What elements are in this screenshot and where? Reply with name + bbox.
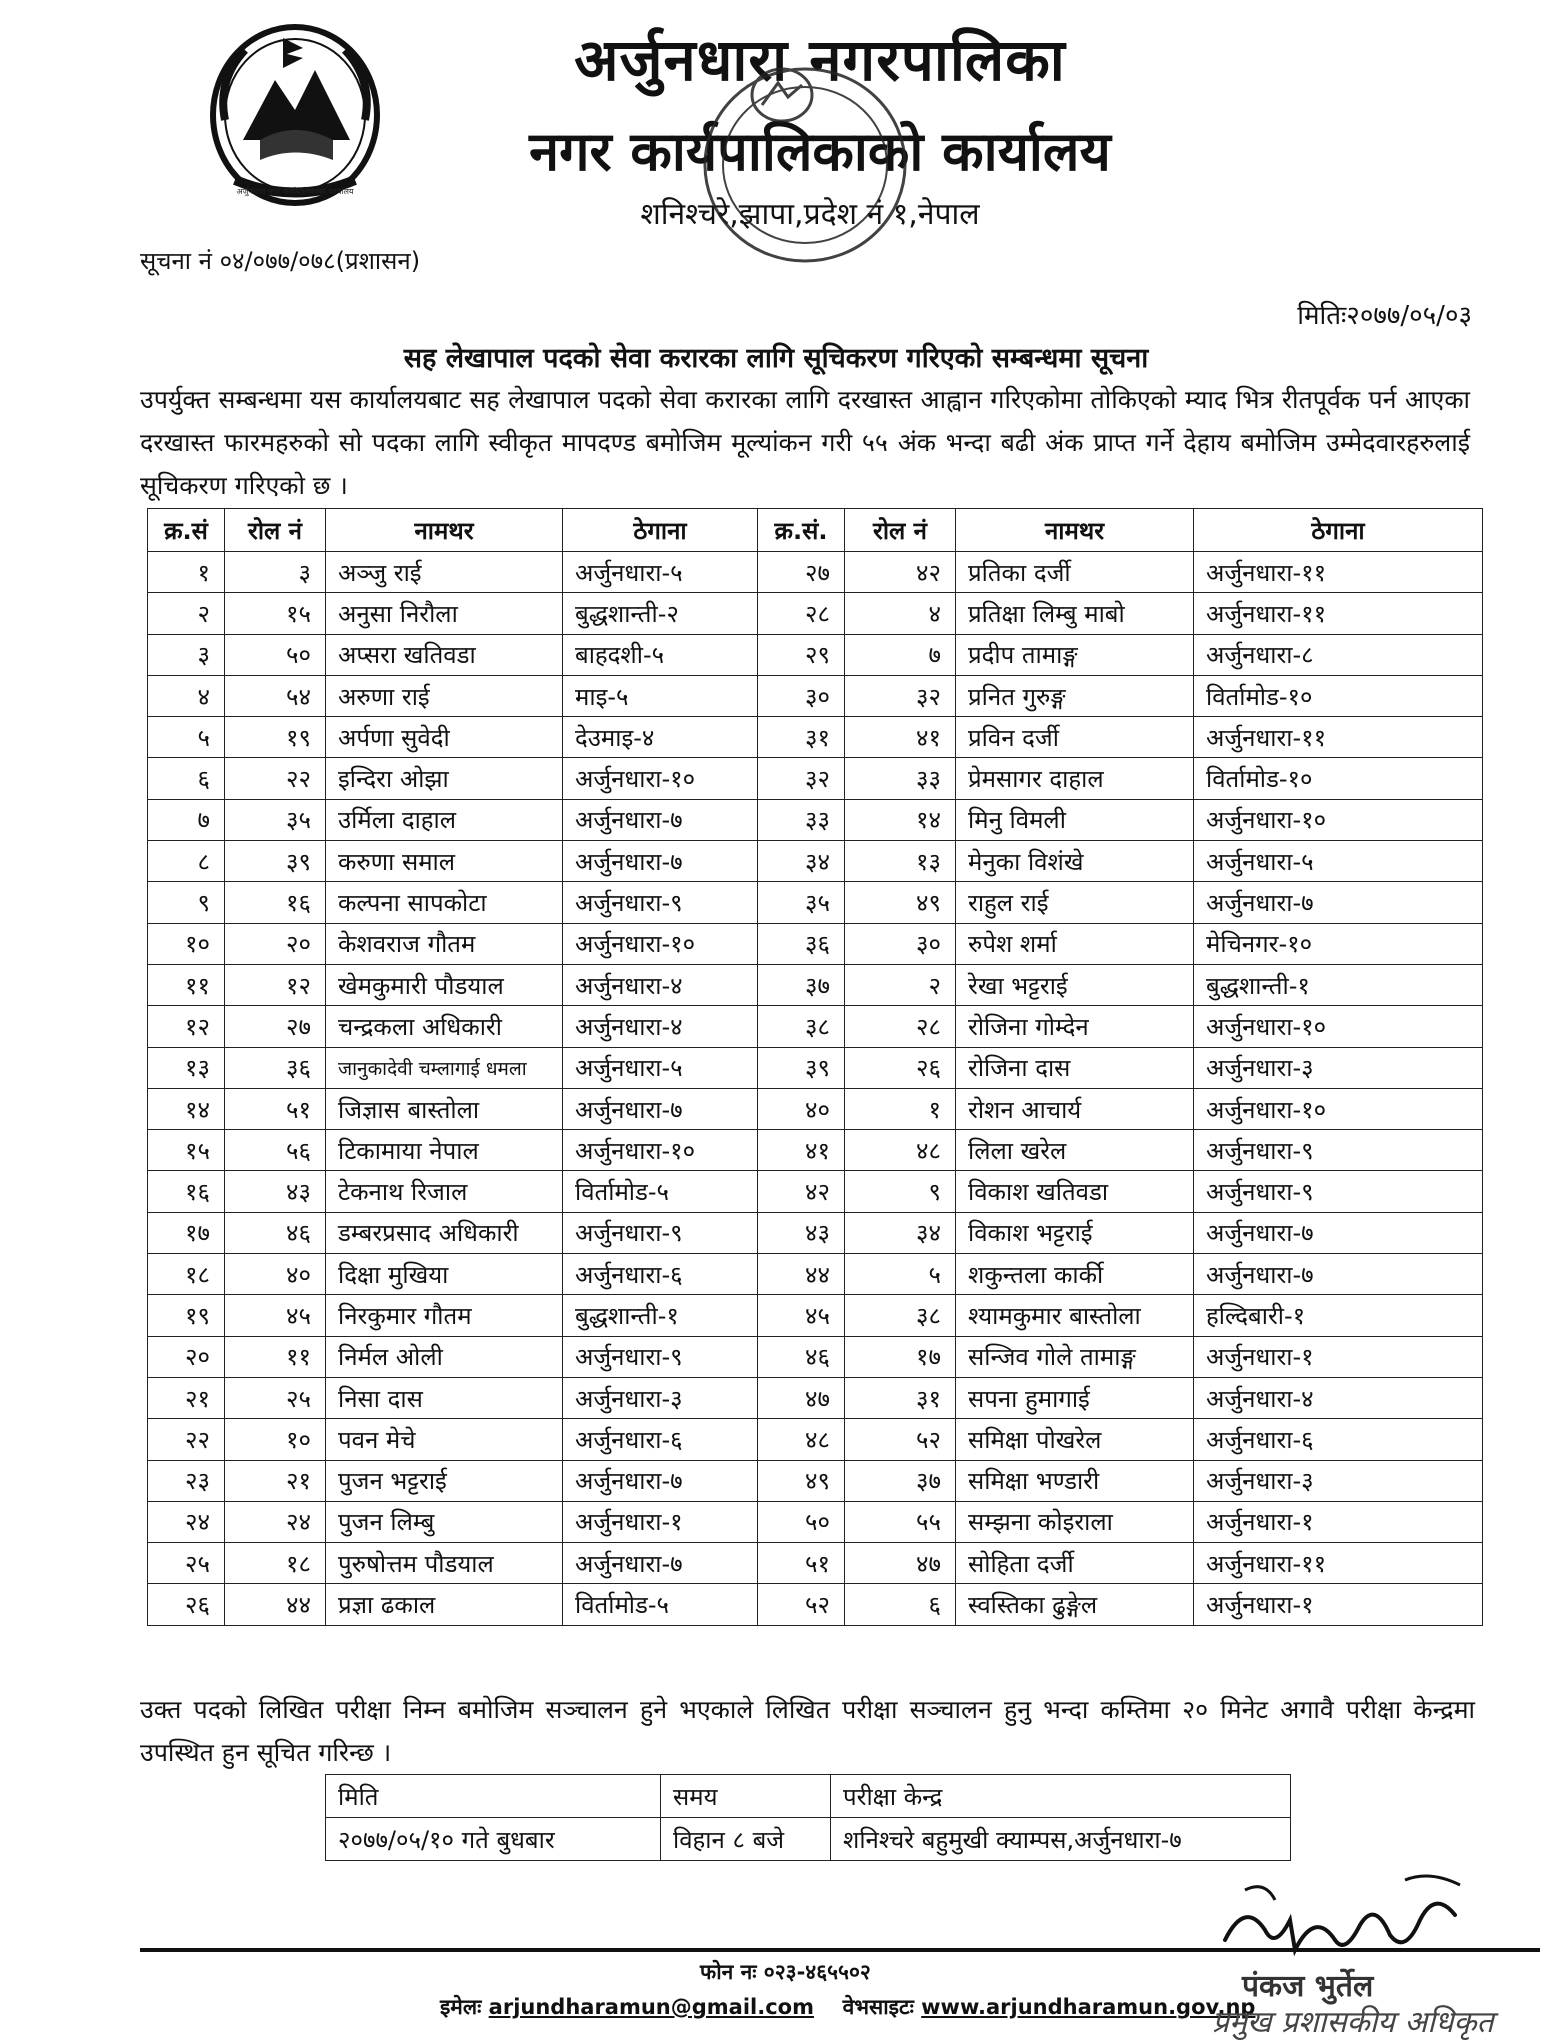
cell-sn: २३ [148, 1460, 225, 1501]
cell-name: लिला खरेल [956, 1130, 1194, 1171]
cell-name: शकुन्तला कार्की [956, 1254, 1194, 1295]
cell-sn: ४९ [758, 1460, 845, 1501]
cell-sn: २५ [148, 1543, 225, 1584]
cell-address: अर्जुनधारा-४ [1194, 1377, 1483, 1418]
cell-roll: ३ [225, 552, 326, 593]
cell-address: अर्जुनधारा-४ [563, 1006, 758, 1047]
cell-address: अर्जुनधारा-७ [563, 1460, 758, 1501]
cell-name: स्वस्तिका ढुङ्गेल [956, 1584, 1194, 1625]
candidate-table [147, 508, 1483, 1626]
website-link[interactable]: www.arjundharamun.gov.np [921, 1995, 1256, 2019]
cell-sn: ३ [148, 634, 225, 675]
cell-roll: १३ [845, 841, 956, 882]
cell-address: अर्जुनधारा-८ [1194, 634, 1483, 675]
table-row [148, 552, 1483, 593]
cell-address: विर्तामोड-१० [1194, 758, 1483, 799]
cell-name: निर्मल ओली [326, 1336, 563, 1377]
col-address: ठेगाना [1194, 509, 1483, 552]
cell-address: अर्जुनधारा-१ [1194, 1584, 1483, 1625]
cell-address: अर्जुनधारा-७ [1194, 882, 1483, 923]
cell-sn: ९ [148, 882, 225, 923]
footer-divider [140, 1948, 1540, 1952]
cell-roll: ३४ [845, 1212, 956, 1253]
cell-roll: ४० [225, 1254, 326, 1295]
table-row [148, 1171, 1483, 1212]
cell-address: अर्जुनधारा-९ [563, 882, 758, 923]
cell-sn: २६ [148, 1584, 225, 1625]
cell-address: अर्जुनधारा-९ [563, 1336, 758, 1377]
cell-roll: ७ [845, 634, 956, 675]
cell-address: बुद्धशान्ती-२ [563, 593, 758, 634]
cell-name: जानुकादेवी चम्लागाई धमला [326, 1047, 563, 1088]
col-name: नामथर [326, 509, 563, 552]
cell-name: प्रनित गुरुङ्ग [956, 675, 1194, 716]
cell-address: अर्जुनधारा-५ [563, 552, 758, 593]
cell-roll: १६ [225, 882, 326, 923]
cell-sn: ३१ [758, 717, 845, 758]
cell-roll: ४३ [225, 1171, 326, 1212]
cell-address: अर्जुनधारा-५ [563, 1047, 758, 1088]
cell-address: अर्जुनधारा-११ [1194, 717, 1483, 758]
cell-name: सपना हुमागाई [956, 1377, 1194, 1418]
cell-sn: २० [148, 1336, 225, 1377]
cell-sn: ४५ [758, 1295, 845, 1336]
emblem-caption: अर्जुनधारा नगर कार्यपालिकाको कार्यालय [236, 187, 354, 196]
exam-center: शनिश्चरे बहुमुखी क्याम्पस,अर्जुनधारा-७ [831, 1818, 1291, 1861]
cell-sn: ३६ [758, 923, 845, 964]
email-label: इमेलः [440, 1995, 482, 2019]
cell-name: अनुसा निरौला [326, 593, 563, 634]
cell-address: अर्जुनधारा-७ [563, 841, 758, 882]
table-row [148, 1501, 1483, 1542]
cell-roll: २६ [845, 1047, 956, 1088]
cell-sn: ३२ [758, 758, 845, 799]
cell-name: प्रतिका दर्जी [956, 552, 1194, 593]
cell-sn: ४० [758, 1088, 845, 1129]
col-address: ठेगाना [563, 509, 758, 552]
cell-roll: ४६ [225, 1212, 326, 1253]
cell-roll: २७ [225, 1006, 326, 1047]
cell-roll: २१ [225, 1460, 326, 1501]
cell-sn: २९ [758, 634, 845, 675]
cell-address: अर्जुनधारा-१ [1194, 1501, 1483, 1542]
exam-table-row [326, 1818, 1291, 1861]
table-row [148, 1543, 1483, 1584]
cell-sn: ४१ [758, 1130, 845, 1171]
cell-roll: ३७ [845, 1460, 956, 1501]
cell-address: बाहदशी-५ [563, 634, 758, 675]
cell-name: अप्सरा खतिवडा [326, 634, 563, 675]
cell-address: अर्जुनधारा-११ [1194, 1543, 1483, 1584]
cell-name: अञ्जु राई [326, 552, 563, 593]
table-row [148, 1006, 1483, 1047]
cell-address: अर्जुनधारा-६ [563, 1419, 758, 1460]
cell-name: निसा दास [326, 1377, 563, 1418]
cell-sn: ३८ [758, 1006, 845, 1047]
cell-address: देउमाइ-४ [563, 717, 758, 758]
exam-note: उक्त पदको लिखित परीक्षा निम्न बमोजिम सञ्चालन हुने भएकाले लिखित परीक्षा सञ्चालन हुनु भन्दा कम्तिमा २० मिनेट अगावै परीक्षा केन्द्रमा उपस्थित हुन सूचित गरिन्छ । [140, 1695, 1475, 1767]
cell-name: प्रदीप तामाङ्ग [956, 634, 1194, 675]
nepal-emblem-icon [205, 20, 385, 210]
exam-date: २०७७/०५/१० गते बुधबार [326, 1818, 661, 1861]
cell-sn: २१ [148, 1377, 225, 1418]
candidate-table-header [148, 509, 1483, 552]
table-row [148, 1295, 1483, 1336]
col-roll: रोल नं [225, 509, 326, 552]
cell-sn: ११ [148, 964, 225, 1005]
exam-col-center: परीक्षा केन्द्र [831, 1775, 1291, 1818]
cell-roll: ३८ [845, 1295, 956, 1336]
col-name: नामथर [956, 509, 1194, 552]
cell-roll: १ [845, 1088, 956, 1129]
signature-icon [1215, 1860, 1475, 1970]
cell-sn: १० [148, 923, 225, 964]
cell-sn: ३५ [758, 882, 845, 923]
cell-address: अर्जुनधारा-७ [1194, 1254, 1483, 1295]
exam-col-date: मिति [326, 1775, 661, 1818]
cell-sn: ५ [148, 717, 225, 758]
cell-sn: ६ [148, 758, 225, 799]
cell-name: प्रेमसागर दाहाल [956, 758, 1194, 799]
cell-name: टेकनाथ रिजाल [326, 1171, 563, 1212]
cell-roll: १८ [225, 1543, 326, 1584]
cell-roll: ३६ [225, 1047, 326, 1088]
cell-roll: ४५ [225, 1295, 326, 1336]
cell-name: उर्मिला दाहाल [326, 799, 563, 840]
intro-paragraph: उपर्युक्त सम्बन्धमा यस कार्यालयबाट सह लेखापाल पदको सेवा करारका लागि दरखास्त आह्वान गरिएकोमा तोकिएको म्याद भित्र रीतपूर्वक पर्न आएका दरखास्त फारमहरुको सो पदका लागि स्वीकृत मापदण्ड बमोजिम मूल्यांकन गरी ५५ अंक भन्दा बढी अंक प्राप्त गर्ने देहाय बमोजिम उम्मेदवारहरुलाई सूचिकरण गरिएको छ । [140, 385, 1470, 500]
official-stamp-icon [690, 55, 920, 295]
signer-title: प्रमुख प्रशासकीय अधिकृत [1212, 2005, 1494, 2040]
cell-address: विर्तामोड-१० [1194, 675, 1483, 716]
cell-name: अर्पणा सुवेदी [326, 717, 563, 758]
cell-address: अर्जुनधारा-७ [563, 1543, 758, 1584]
cell-roll: ४२ [845, 552, 956, 593]
table-row [148, 964, 1483, 1005]
cell-address: अर्जुनधारा-७ [563, 799, 758, 840]
cell-sn: ४ [148, 675, 225, 716]
cell-sn: ४७ [758, 1377, 845, 1418]
cell-roll: ३० [845, 923, 956, 964]
cell-sn: २४ [148, 1501, 225, 1542]
notice-date: मितिः२०७७/०५/०३ [1297, 301, 1472, 331]
footer-phone: फोन नः ०२३-४६५५०२ [700, 1960, 871, 1984]
cell-address: अर्जुनधारा-११ [1194, 593, 1483, 634]
cell-address: अर्जुनधारा-१० [1194, 1088, 1483, 1129]
cell-name: टिकामाया नेपाल [326, 1130, 563, 1171]
exam-col-time: समय [661, 1775, 831, 1818]
table-row [148, 1419, 1483, 1460]
cell-sn: १८ [148, 1254, 225, 1295]
cell-address: विर्तामोड-५ [563, 1584, 758, 1625]
cell-sn: ३७ [758, 964, 845, 1005]
table-row [148, 1088, 1483, 1129]
cell-roll: ३९ [225, 841, 326, 882]
cell-roll: ३३ [845, 758, 956, 799]
cell-roll: ३२ [845, 675, 956, 716]
cell-roll: १९ [225, 717, 326, 758]
cell-address: अर्जुनधारा-१० [563, 923, 758, 964]
cell-address: अर्जुनधारा-३ [1194, 1047, 1483, 1088]
cell-sn: १५ [148, 1130, 225, 1171]
cell-roll: १० [225, 1419, 326, 1460]
cell-address: माइ-५ [563, 675, 758, 716]
cell-roll: २० [225, 923, 326, 964]
cell-address: अर्जुनधारा-३ [1194, 1460, 1483, 1501]
cell-address: अर्जुनधारा-१० [563, 1130, 758, 1171]
cell-roll: २४ [225, 1501, 326, 1542]
table-row [148, 758, 1483, 799]
table-row [148, 1254, 1483, 1295]
cell-name: करुणा समाल [326, 841, 563, 882]
cell-sn: ४६ [758, 1336, 845, 1377]
cell-roll: १५ [225, 593, 326, 634]
cell-address: अर्जुनधारा-७ [1194, 1212, 1483, 1253]
cell-address: अर्जुनधारा-९ [563, 1212, 758, 1253]
cell-name: विकाश खतिवडा [956, 1171, 1194, 1212]
cell-sn: २८ [758, 593, 845, 634]
cell-roll: ६ [845, 1584, 956, 1625]
table-row [148, 1212, 1483, 1253]
table-row [148, 1377, 1483, 1418]
cell-roll: ९ [845, 1171, 956, 1212]
footer-contacts [440, 1993, 1255, 2021]
table-row [148, 675, 1483, 716]
cell-sn: ८ [148, 841, 225, 882]
cell-roll: ३५ [225, 799, 326, 840]
notice-title: सह लेखापाल पदको सेवा करारका लागि सूचिकरण गरिएको सम्बन्धमा सूचना [403, 343, 1149, 374]
signer-name: पंकज भुर्तेल [1242, 1969, 1374, 2004]
cell-roll: ५० [225, 634, 326, 675]
cell-name: समिक्षा भण्डारी [956, 1460, 1194, 1501]
cell-address: अर्जुनधारा-७ [563, 1088, 758, 1129]
cell-name: जिज्ञास बास्तोला [326, 1088, 563, 1129]
cell-sn: ५० [758, 1501, 845, 1542]
cell-name: सोहिता दर्जी [956, 1543, 1194, 1584]
cell-address: हल्दिबारी-१ [1194, 1295, 1483, 1336]
cell-name: केशवराज गौतम [326, 923, 563, 964]
cell-name: पुजन भट्टराई [326, 1460, 563, 1501]
cell-roll: ५२ [845, 1419, 956, 1460]
table-row [148, 923, 1483, 964]
table-row [148, 1460, 1483, 1501]
organization-name: अर्जुनधारा नगरपालिका [574, 26, 1066, 94]
table-row [148, 799, 1483, 840]
cell-address: अर्जुनधारा-१ [1194, 1336, 1483, 1377]
table-row [148, 1584, 1483, 1625]
col-roll: रोल नं [845, 509, 956, 552]
cell-name: अरुणा राई [326, 675, 563, 716]
cell-name: राहुल राई [956, 882, 1194, 923]
cell-address: अर्जुनधारा-५ [1194, 841, 1483, 882]
cell-address: मेचिनगर-१० [1194, 923, 1483, 964]
table-row [148, 841, 1483, 882]
cell-sn: ४३ [758, 1212, 845, 1253]
cell-roll: २५ [225, 1377, 326, 1418]
cell-sn: ३४ [758, 841, 845, 882]
cell-roll: ५१ [225, 1088, 326, 1129]
cell-name: प्रतिक्षा लिम्बु माबो [956, 593, 1194, 634]
cell-name: इन्दिरा ओझा [326, 758, 563, 799]
table-row [148, 717, 1483, 758]
cell-sn: १ [148, 552, 225, 593]
cell-address: विर्तामोड-५ [563, 1171, 758, 1212]
cell-name: पुजन लिम्बु [326, 1501, 563, 1542]
cell-address: अर्जुनधारा-९ [1194, 1171, 1483, 1212]
cell-name: कल्पना सापकोटा [326, 882, 563, 923]
exam-time: विहान ८ बजे [661, 1818, 831, 1861]
cell-name: सन्जिव गोले तामाङ्ग [956, 1336, 1194, 1377]
cell-address: अर्जुनधारा-११ [1194, 552, 1483, 593]
table-row [148, 634, 1483, 675]
cell-address: अर्जुनधारा-१ [563, 1501, 758, 1542]
table-row [148, 593, 1483, 634]
exam-table-header [326, 1775, 1291, 1818]
cell-roll: ११ [225, 1336, 326, 1377]
table-row [148, 1130, 1483, 1171]
cell-sn: १४ [148, 1088, 225, 1129]
cell-sn: ३९ [758, 1047, 845, 1088]
table-row [148, 1047, 1483, 1088]
cell-roll: ४९ [845, 882, 956, 923]
cell-roll: ५ [845, 1254, 956, 1295]
cell-name: प्रविन दर्जी [956, 717, 1194, 758]
cell-roll: १२ [225, 964, 326, 1005]
cell-address: अर्जुनधारा-१० [1194, 799, 1483, 840]
email-link[interactable]: arjundharamun@gmail.com [488, 1995, 814, 2019]
cell-address: अर्जुनधारा-३ [563, 1377, 758, 1418]
cell-name: निरकुमार गौतम [326, 1295, 563, 1336]
cell-name: रुपेश शर्मा [956, 923, 1194, 964]
cell-sn: १९ [148, 1295, 225, 1336]
cell-sn: १३ [148, 1047, 225, 1088]
cell-address: अर्जुनधारा-४ [563, 964, 758, 1005]
cell-address: बुद्धशान्ती-१ [1194, 964, 1483, 1005]
cell-name: रोजिना गोम्देन [956, 1006, 1194, 1047]
reference-number: सूचना नं ०४/०७७/०७८(प्रशासन) [140, 247, 421, 275]
cell-name: दिक्षा मुखिया [326, 1254, 563, 1295]
cell-name: विकाश भट्टराई [956, 1212, 1194, 1253]
cell-address: बुद्धशान्ती-१ [563, 1295, 758, 1336]
cell-name: प्रज्ञा ढकाल [326, 1584, 563, 1625]
cell-roll: १४ [845, 799, 956, 840]
cell-name: रोशन आचार्य [956, 1088, 1194, 1129]
office-name: नगर कार्यपालिकाको कार्यालय [529, 120, 1111, 183]
cell-sn: ४४ [758, 1254, 845, 1295]
cell-sn: ४८ [758, 1419, 845, 1460]
cell-name: रेखा भट्टराई [956, 964, 1194, 1005]
cell-address: अर्जुनधारा-९ [1194, 1130, 1483, 1171]
cell-sn: १६ [148, 1171, 225, 1212]
cell-address: अर्जुनधारा-६ [563, 1254, 758, 1295]
cell-sn: २२ [148, 1419, 225, 1460]
cell-roll: ५६ [225, 1130, 326, 1171]
cell-roll: ५४ [225, 675, 326, 716]
cell-address: अर्जुनधारा-१० [563, 758, 758, 799]
cell-roll: ४७ [845, 1543, 956, 1584]
exam-schedule-table [325, 1774, 1291, 1861]
cell-name: रोजिना दास [956, 1047, 1194, 1088]
cell-name: पुरुषोत्तम पौडयाल [326, 1543, 563, 1584]
col-sn: क्र.सं [148, 509, 225, 552]
cell-roll: ३१ [845, 1377, 956, 1418]
cell-name: सम्झना कोइराला [956, 1501, 1194, 1542]
cell-sn: ३० [758, 675, 845, 716]
cell-name: चन्द्रकला अधिकारी [326, 1006, 563, 1047]
cell-sn: ४२ [758, 1171, 845, 1212]
cell-roll: २ [845, 964, 956, 1005]
cell-sn: ३३ [758, 799, 845, 840]
cell-roll: २२ [225, 758, 326, 799]
cell-address: अर्जुनधारा-१० [1194, 1006, 1483, 1047]
cell-address: अर्जुनधारा-६ [1194, 1419, 1483, 1460]
cell-roll: ४ [845, 593, 956, 634]
cell-roll: १७ [845, 1336, 956, 1377]
office-address: शनिश्चरे,झापा,प्रदेश नं १,नेपाल [640, 197, 980, 232]
cell-sn: ७ [148, 799, 225, 840]
col-sn: क्र.सं. [758, 509, 845, 552]
cell-name: मेनुका विशंखे [956, 841, 1194, 882]
table-row [148, 882, 1483, 923]
cell-sn: १७ [148, 1212, 225, 1253]
cell-roll: ५५ [845, 1501, 956, 1542]
cell-sn: १२ [148, 1006, 225, 1047]
cell-name: श्यामकुमार बास्तोला [956, 1295, 1194, 1336]
cell-name: समिक्षा पोखरेल [956, 1419, 1194, 1460]
cell-sn: २ [148, 593, 225, 634]
cell-name: डम्बरप्रसाद अधिकारी [326, 1212, 563, 1253]
cell-roll: ४४ [225, 1584, 326, 1625]
table-row [148, 1336, 1483, 1377]
cell-roll: ४८ [845, 1130, 956, 1171]
cell-roll: ४१ [845, 717, 956, 758]
website-label: वेभसाइटः [842, 1995, 914, 2019]
cell-sn: ५१ [758, 1543, 845, 1584]
cell-sn: ५२ [758, 1584, 845, 1625]
cell-name: मिनु विमली [956, 799, 1194, 840]
cell-name: खेमकुमारी पौडयाल [326, 964, 563, 1005]
cell-sn: २७ [758, 552, 845, 593]
cell-roll: २८ [845, 1006, 956, 1047]
cell-name: पवन मेचे [326, 1419, 563, 1460]
